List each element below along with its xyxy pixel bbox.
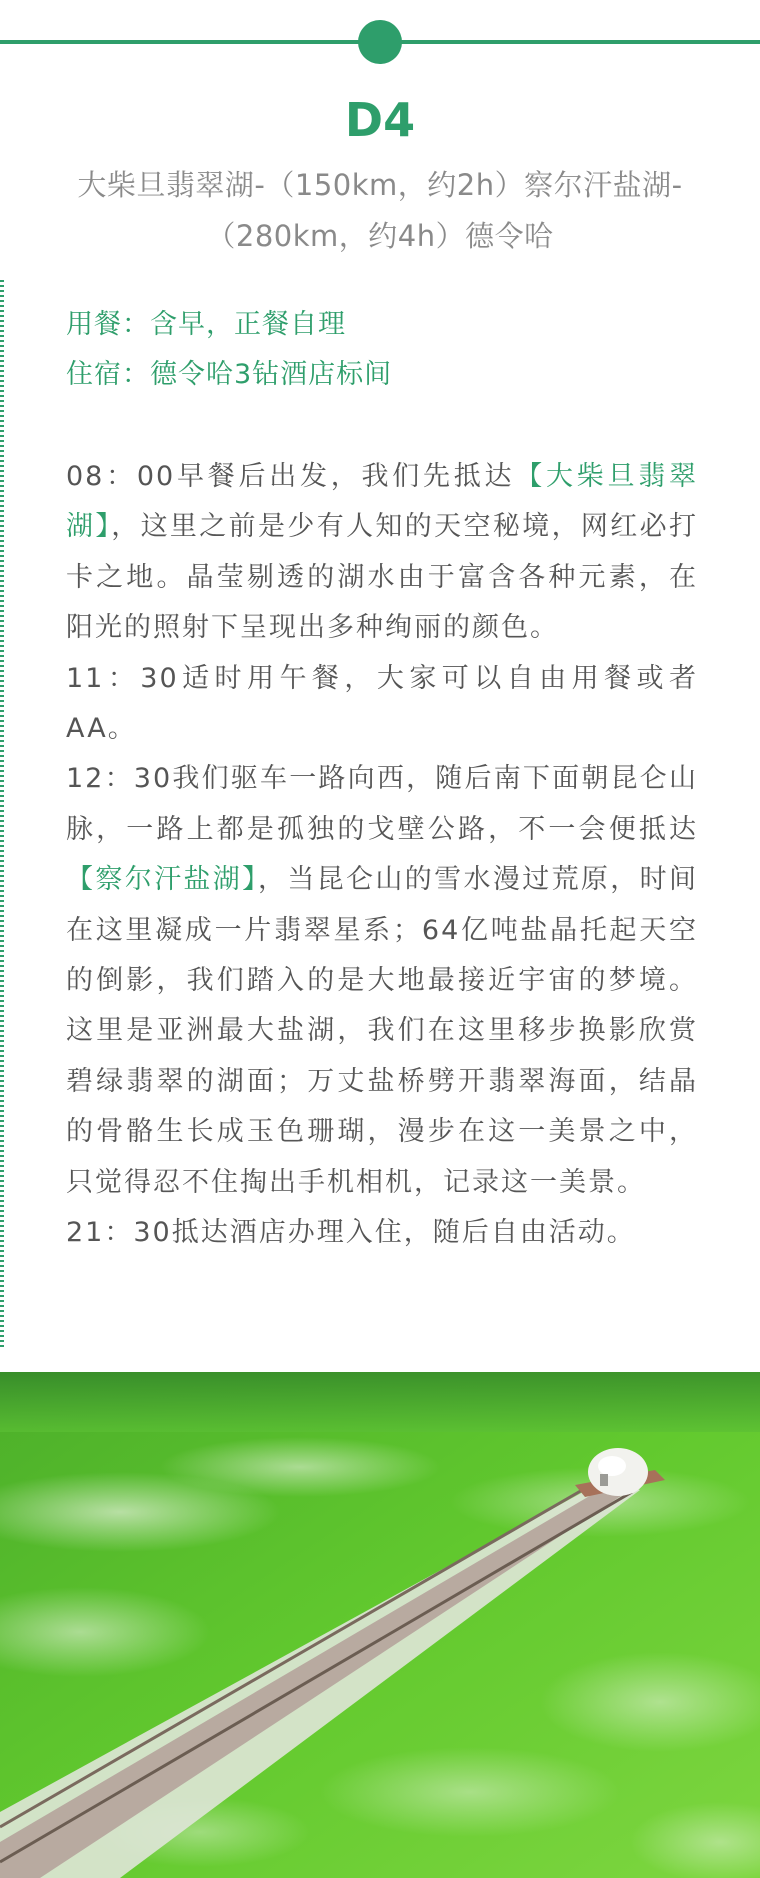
itinerary-paragraph-lunch [66,654,698,755]
itinerary-text-segment: 08：00早餐后出发，我们先抵达 [66,461,516,492]
itinerary-text [66,452,698,1259]
itinerary-text-segment: ，这里之前是少有人知的天空秘境，网红必打卡之地。晶莹剔透的湖水由于富含各种元素，在阳光的照射下呈现出多种绚丽的颜色。 [66,511,699,644]
route-summary: 大柴旦翡翠湖-（150km，约2h）察尔汗盐湖-（280km，约4h）德令哈 [77,168,683,253]
itinerary-paragraph-morning [66,452,698,654]
itinerary-text-segment: 11：30适时用午餐，大家可以自由用餐或者AA。 [66,662,698,745]
timeline-dot [358,20,402,64]
highlight-dachaidan-lake: 【大柴旦翡翠湖】 [66,461,699,543]
salt-lake-photo [0,1372,760,1878]
highlight-qarhan-salt-lake: 【察尔汗盐湖】 [66,864,258,896]
itinerary-text-segment: ，当昆仑山的雪水漫过荒原，时间在这里凝成一片翡翠星系；64亿吨盐晶托起天空的倒影，我们踏入的是大地最接近宇宙的梦境。这里是亚洲最大盐湖，我们在这里移步换影欣赏碧绿翡翠的湖面；万丈盐桥劈开翡翠海面，结晶的骨骼生长成玉色珊瑚，漫步在这一美景之中，只觉得忍不住掏出手机相机，记录这一美景。 [66,864,698,1198]
dotted-side-rule [0,280,4,1350]
itinerary-paragraph-evening [66,1208,698,1258]
itinerary-text-segment: 12：30我们驱车一路向西，随后南下面朝昆仑山脉，一路上都是孤独的戈壁公路，不一会便抵达 [66,763,698,845]
itinerary-paragraph-afternoon [66,754,698,1208]
itinerary-text-segment: 21：30抵达酒店办理入住，随后自由活动。 [66,1217,636,1249]
lodging-info: 住宿：德令哈3钻酒店标间 [66,359,393,390]
day-title: D4 [344,93,416,147]
salt-lake-illustration [0,1372,760,1878]
meal-info: 用餐：含早，正餐自理 [66,309,346,340]
